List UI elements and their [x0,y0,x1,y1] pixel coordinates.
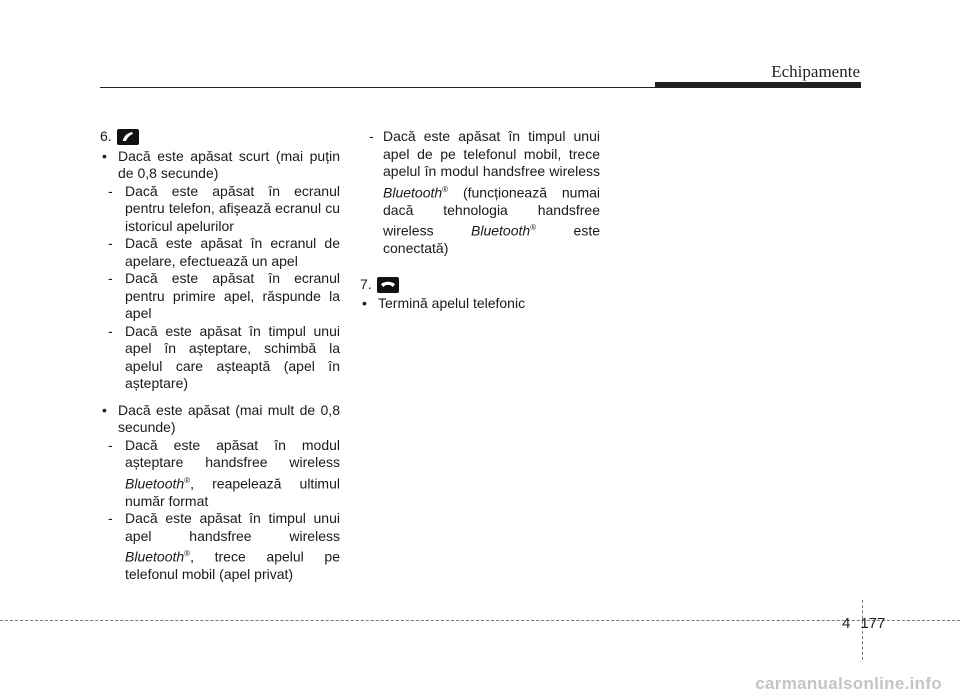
bullet-end-call: • Termină apelul telefonic [360,295,600,313]
footer-rule [0,620,960,621]
dash-transfer-handsfree: - Dacă este apăsat în timpul unui apel de pe telefonul mobil, trece apelul în modul handsfree wireless Bluetooth® (funcționează numai dacă tehnologia handsfree wireless Bluetooth® este conectată) [360,128,600,258]
dash-dial-screen: - Dacă este apăsat în ecranul de apelare, efectuează un apel [100,235,340,270]
dash-redial: - Dacă este apăsat în modul așteptare handsfree wireless Bluetooth®, reapelează ultimul număr format [100,437,340,511]
item-7-number: 7. [360,275,372,292]
phone-call-icon [117,129,139,145]
header-rule-thick [655,82,861,88]
item-6-heading [100,128,340,146]
watermark: carmanualsonline.info [755,674,942,693]
brand-term: Bluetooth [471,222,531,239]
page-number-value: 177 [860,615,886,632]
header-rule-thin [100,87,655,88]
section-title: Echipamente [771,62,860,81]
item-6-number: 6. [100,128,112,144]
bullet-short-press: • Dacă este apăsat scurt (mai puțin de 0,8 secunde) [100,148,340,183]
brand-term: Bluetooth [125,548,185,565]
right-column [360,128,600,313]
dash-private-call: - Dacă este apăsat în timpul unui apel handsfree wireless Bluetooth®, trece apelul pe telefonul mobil (apel privat) [100,510,340,584]
phone-hangup-icon [377,277,399,293]
left-column [100,128,340,584]
dash-incoming-call: - Dacă este apăsat în ecranul pentru primire apel, răspunde la apel [100,270,340,323]
item-7-heading [360,276,600,294]
dash-phone-screen: - Dacă este apăsat în ecranul pentru telefon, afișează ecranul cu istoricul apelurilor [100,183,340,236]
chapter-number: 4 [842,615,851,632]
brand-term: Bluetooth [383,184,443,201]
bullet-long-press: • Dacă este apăsat (mai mult de 0,8 secunde) [100,402,340,437]
dash-call-waiting: - Dacă este apăsat în timpul unui apel în așteptare, schimbă la apelul care așteaptă (apel în așteptare) [100,323,340,393]
page-number [842,615,885,632]
brand-term: Bluetooth [125,475,185,492]
